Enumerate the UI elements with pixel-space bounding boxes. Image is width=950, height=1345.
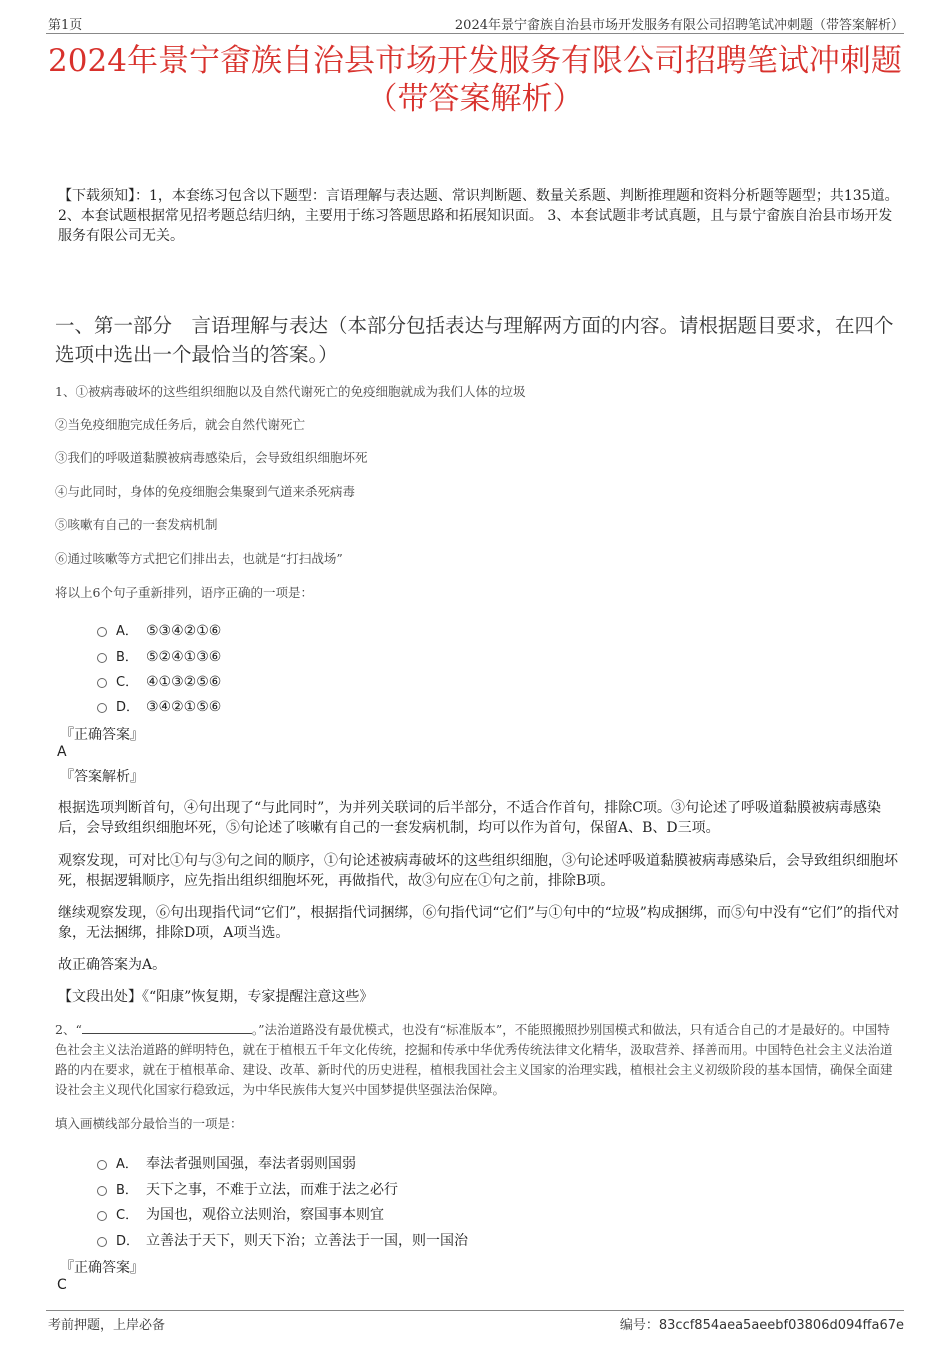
radio-icon[interactable] [97,1237,107,1247]
q2-blank [82,1021,252,1034]
download-notice: 【下载须知】：1，本套练习包含以下题型：言语理解与表达题、常识判断题、数量关系题、判断推理题和资料分析题等题型；共135道。 2、本套试题根据常见招考题总结归纳，主要用于练习答题思路和拓展知识面。 3、本套试题非考试真题，且与景宁畲族自治县市场开发服务有限公司无关。 [58,188,899,244]
q1-analysis-paragraph: 观察发现，可对比①句与③句之间的顺序，①句论述被病毒破坏的这些组织细胞，③句论述呼吸道黏膜被病毒感染后，会导致组织细胞坏死，根据逻辑顺序，应先指出组织细胞坏死，再做指代，故③句应在①句之前，排除B项。 [58,853,898,889]
q1-prompt: 将以上6个句子重新排列，语序正确的一项是： [55,585,313,600]
footer-slogan: 考前押题，上岸必备 [48,1318,166,1333]
radio-icon[interactable] [97,627,107,637]
q2-option-a[interactable]: A． 奉法者强则国强，奉法者弱则国弱 [97,1153,356,1173]
q2-number: 2、“ [55,1022,82,1037]
page-title-line2: （带答案解析） [366,81,584,117]
page-number: 第1页 [48,18,83,33]
document-id-label: 编号： [619,1318,659,1333]
q1-sentence-4: ④与此同时，身体的免疫细胞会集聚到气道来杀死病毒 [55,484,356,499]
q1-analysis-paragraph: 继续观察发现，⑥句出现指代词“它们”，根据指代词捆绑，⑥句指代词“它们”与①句中的“垃圾”构成捆绑，而⑤句中没有“它们”的指代对象，无法捆绑，排除D项，A项当选。 [58,905,900,941]
q2-answer-label: 『正确答案』 [60,1260,144,1276]
q1-sentence-3: ③我们的呼吸道黏膜被病毒感染后，会导致组织细胞坏死 [55,450,368,465]
running-header-title: 2024年景宁畲族自治县市场开发服务有限公司招聘笔试冲刺题（带答案解析） [454,18,904,33]
q2-answer: C [57,1277,67,1293]
radio-icon[interactable] [97,1160,107,1170]
q1-sentence-5: ⑤咳嗽有自己的一套发病机制 [55,517,218,532]
q1-sentence-6: ⑥通过咳嗽等方式把它们排出去，也就是“打扫战场” [55,551,343,566]
q2-option-d[interactable]: D． 立善法于天下，则天下治；立善法于一国，则一国治 [97,1230,468,1250]
q1-option-a[interactable]: A． ⑤③④②①⑥ [97,620,221,639]
q1-sentence-2: ②当免疫细胞完成任务后，就会自然代谢死亡 [55,417,306,432]
q1-option-d[interactable]: D． ③④②①⑤⑥ [97,696,221,715]
q2-passage [55,1020,902,1100]
radio-icon[interactable] [97,1211,107,1221]
section-heading: 一、第一部分 言语理解与表达（本部分包括表达与理解两方面的内容。请根据题目要求，在四个选项中选出一个最恰当的答案。） [55,314,894,366]
q1-answer-label: 『正确答案』 [60,727,144,743]
q1-analysis-label: 『答案解析』 [60,769,144,785]
q1-answer: A [57,744,67,760]
radio-icon[interactable] [97,678,107,688]
q1-option-c[interactable]: C． ④①③②⑤⑥ [97,671,221,690]
document-id [620,1314,904,1333]
radio-icon[interactable] [97,703,107,713]
q1-option-b[interactable]: B． ⑤②④①③⑥ [97,646,221,665]
header-divider [46,33,904,34]
page-title [40,42,910,118]
q2-prompt: 填入画横线部分最恰当的一项是： [55,1116,243,1131]
q2-option-c[interactable]: C． 为国也，观俗立法则治，察国事本则宜 [97,1204,384,1224]
document-id-code: 83ccf854aea5aeebf03806d094ffa67e [658,1318,904,1333]
q1-conclusion: 故正确答案为A。 [58,957,167,973]
footer-divider [46,1310,904,1311]
q2-text: 。”法治道路没有最优模式，也没有“标准版本”，不能照搬照抄别国模式和做法，只有适合自己的才是最好的。中国特色社会主义法治道路的鲜明特色，就在于植根五千年文化传统，挖掘和传承中华优秀传统法律文化精华，汲取营养、择善而用。中国特色社会主义法治道路的内在要求，就在于植根革命、建设、改革、新时代的历史进程，植根我国社会主义国家的治理实践，植根社会主义初级阶段的基本国情，确保全面建设社会主义现代化国家行稳致远，为中华民族伟大复兴中国梦提供坚强法治保障。 [55,1022,893,1097]
page-title-line1: 2024年景宁畲族自治县市场开发服务有限公司招聘笔试冲刺题 [48,43,902,79]
radio-icon[interactable] [97,1186,107,1196]
q2-option-b[interactable]: B． 天下之事，不难于立法，而难于法之必行 [97,1179,398,1199]
q1-analysis-paragraph: 根据选项判断首句，④句出现了“与此同时”，为并列关联词的后半部分，不适合作首句，排除C项。③句论述了呼吸道黏膜被病毒感染后，会导致组织细胞坏死，⑤句论述了咳嗽有自己的一套发病机制，均可以作为首句，保留A、B、D三项。 [58,800,882,836]
q1-sentence-1: 1、①被病毒破坏的这些组织细胞以及自然代谢死亡的免疫细胞就成为我们人体的垃圾 [55,384,526,399]
radio-icon[interactable] [97,653,107,663]
q1-source: 【文段出处】《“阳康”恢复期，专家提醒注意这些》 [58,989,374,1005]
